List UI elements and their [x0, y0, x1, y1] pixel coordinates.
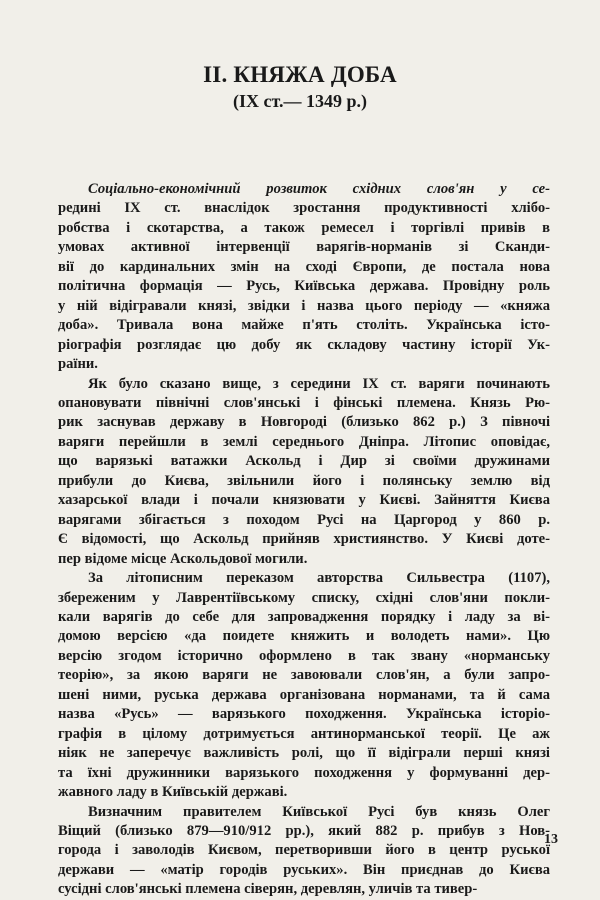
text-line: варяги перейшли в землі середнього Дніпра. Літопис оповідає,	[58, 433, 550, 450]
paragraph	[58, 569, 550, 802]
text-line: Соціально-економічний розвиток східних слов'ян у се-	[88, 181, 550, 197]
text-line: у ній відігравали князі, звідки і назва цього періоду — «княжа	[58, 297, 550, 314]
text-line: що варязькі ватажки Аскольд і Дир зі своїми дружинами	[58, 453, 550, 470]
text-line: хазарської влади і почали князювати у Києві. Зайняття Києва	[58, 492, 550, 509]
text-line: раїни.	[58, 356, 98, 373]
text-line: Як було сказано вище, з середини IX ст. варяги починають	[88, 375, 550, 392]
text-line: назва «Русь» — варязького походження. Українська історіо-	[58, 706, 550, 723]
text-line: Є відомості, що Аскольд прийняв християнство. У Києві доте-	[58, 531, 550, 548]
text-line: умовах активної інтервенції варягів-норманів зі Сканди-	[58, 239, 550, 256]
text-line: шені ними, руська держава організована норманами, та й сама	[58, 686, 550, 703]
paragraph	[58, 180, 550, 375]
text-line: прибули до Києва, звільнили його і полянську землю від	[58, 472, 550, 489]
text-line: редині IX ст. внаслідок зростання продуктивності хлібо-	[58, 200, 550, 217]
body-text	[58, 180, 550, 900]
paragraph	[58, 375, 550, 570]
chapter-period: (IX ст.— 1349 р.)	[233, 91, 367, 111]
text-line: города і заволодів Києвом, перетворивши його в центр руської	[58, 842, 550, 859]
text-line: ріографія розглядає цю добу як складову частину історії Ук-	[58, 336, 550, 353]
page-number: 13	[544, 832, 558, 847]
text-line: кали варягів до себе для запровадження порядку і ладу за ві-	[58, 608, 550, 625]
text-line: версію згодом історично оформлено в так звану «норманську	[58, 647, 550, 664]
text-line: варягами збігається з походом Русі на Царгород у 860 р.	[58, 511, 550, 528]
text-line: збереженим у Лаврентіївському списку, східні слов'яни покли-	[58, 589, 550, 606]
text-line: Віщий (близько 879—910/912 рр.), який 882 р. прибув з Нов-	[58, 822, 550, 839]
text-line: графія в цілому дотримується антинорманської теорії. Це аж	[58, 725, 550, 742]
text-line: доба». Тривала вона майже п'ять століть. Українська істо-	[58, 317, 550, 334]
text-line: та їхні дружинники варязького походження у формуванні дер-	[58, 764, 550, 781]
text-line: рик заснував державу в Новгороді (близько 862 р.) З півночі	[58, 414, 550, 431]
text-line: опановувати північні слов'янські і фінські племена. Князь Рю-	[58, 394, 550, 411]
text-line: вії до кардинальних змін на сході Європи, де постала нова	[58, 258, 550, 275]
text-line: держави — «матір городів руських». Він приєднав до Києва	[58, 861, 550, 878]
text-line: За літописним переказом авторства Сильвестра (1107),	[88, 570, 550, 587]
text-line: Визначним правителем Київської Русі був князь Олег	[88, 803, 550, 820]
text-line: теорію», за якою варяги не завоювали слов'ян, а були запро-	[58, 667, 550, 684]
text-line: ніяк не заперечує важливість ролі, що її відіграли перші князі	[58, 745, 550, 762]
text-line: сусідні слов'янські племена сіверян, деревлян, уличів та тивер-	[58, 881, 478, 898]
text-line: пер відоме місце Аскольдової могили.	[58, 550, 308, 567]
text-line: домою версією «да поидете княжить и володеть нами». Цю	[58, 628, 550, 645]
text-line: політична формація — Русь, Київська держава. Провідну роль	[58, 278, 550, 295]
chapter-title: ІІ. КНЯЖА ДОБА	[203, 62, 397, 87]
text-line: жавного ладу в Київській державі.	[58, 784, 288, 801]
text-line: робства і скотарства, а також ремесел і торгівлі привів в	[58, 219, 550, 236]
paragraph	[58, 803, 550, 900]
